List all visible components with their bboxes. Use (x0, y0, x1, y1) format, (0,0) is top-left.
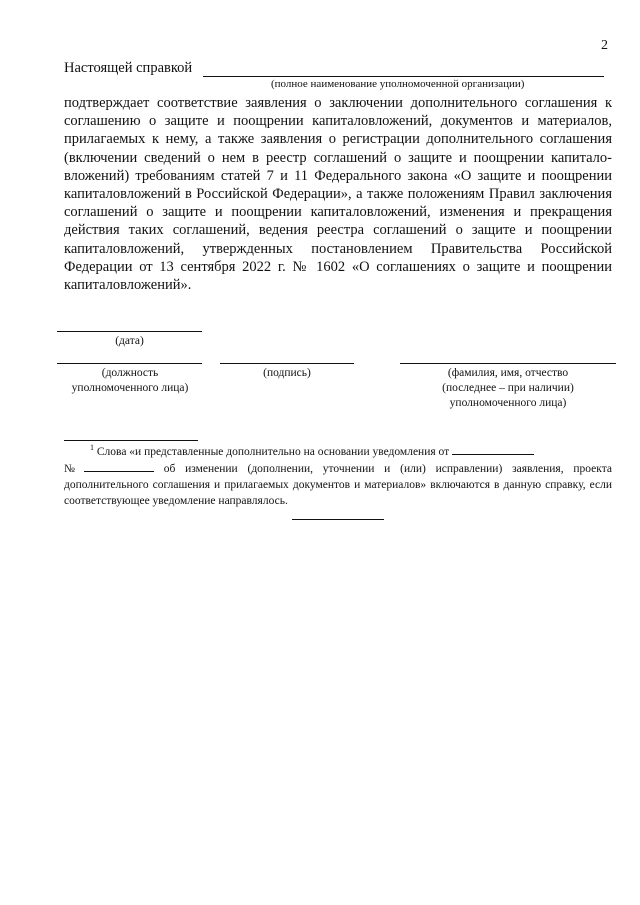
date-caption: (дата) (115, 335, 144, 347)
full-name-line (400, 363, 616, 364)
full-name-caption-line1: (фамилия, имя, отчество (447, 367, 569, 379)
footnote-number-blank (84, 460, 154, 472)
position-caption (30, 366, 230, 396)
full-name-caption-line2: (последнее – при наличии) (442, 382, 574, 394)
footnote-part1: Слова «и представленные дополнительно на основании уведомления от (96, 446, 450, 458)
signature-caption: (подпись) (263, 367, 311, 379)
footnote-part2: об изменении (дополнении, уточнении и (или) исправлении) заявления, проекта дополнительного соглашения и прилагаемых документов и материалов» включаются в данную справку, если соответствующее уведомление направлялось. (64, 463, 612, 507)
footnote-end-line (292, 519, 384, 520)
date-line (57, 331, 202, 332)
position-caption-line2: уполномоченного лица) (71, 382, 189, 394)
footnote-date-blank (452, 443, 534, 455)
organization-name-caption: (полное наименование уполномоченной организации) (271, 78, 525, 90)
full-name-caption-line3: уполномоченного лица) (449, 397, 567, 409)
body-text: подтверждает соответствие заявления о заключении дополнительного соглашения к соглашению о защите и поощрении капиталовложений, документов и материалов, прилагаемых к нему, а также заявления о регистрации дополнительного соглашения (включении сведений о нем в реестр соглашений о защите и поощрении капиталовложений) требованиям статей 7 и 11 Федерального закона «О защите и поощрении капиталовложений в Российской Федерации», а также положениям Правил заключения соглашений о защите и поощрении капиталовложений, изменения и прекращения действия таких соглашений, ведения реестра соглашений о защите и поощрении капиталовложений, утвержденных постановлением Правительства Российской Федерации от 13 сентября 2022 г. № 1602 «О соглашениях о защите и поощрении капиталовложений». (64, 95, 612, 294)
full-name-caption (400, 366, 616, 411)
footnote-mark: 1 (90, 443, 94, 453)
organization-name-line (203, 76, 604, 77)
position-line (57, 363, 202, 364)
footnote (64, 443, 612, 509)
footnote-number-sign: № (64, 463, 82, 475)
lead-label: Настоящей справкой (64, 60, 193, 76)
position-caption-line1: (должность (101, 367, 159, 379)
page-number: 2 (601, 38, 608, 53)
footnote-separator (64, 440, 198, 441)
signature-line (220, 363, 354, 364)
